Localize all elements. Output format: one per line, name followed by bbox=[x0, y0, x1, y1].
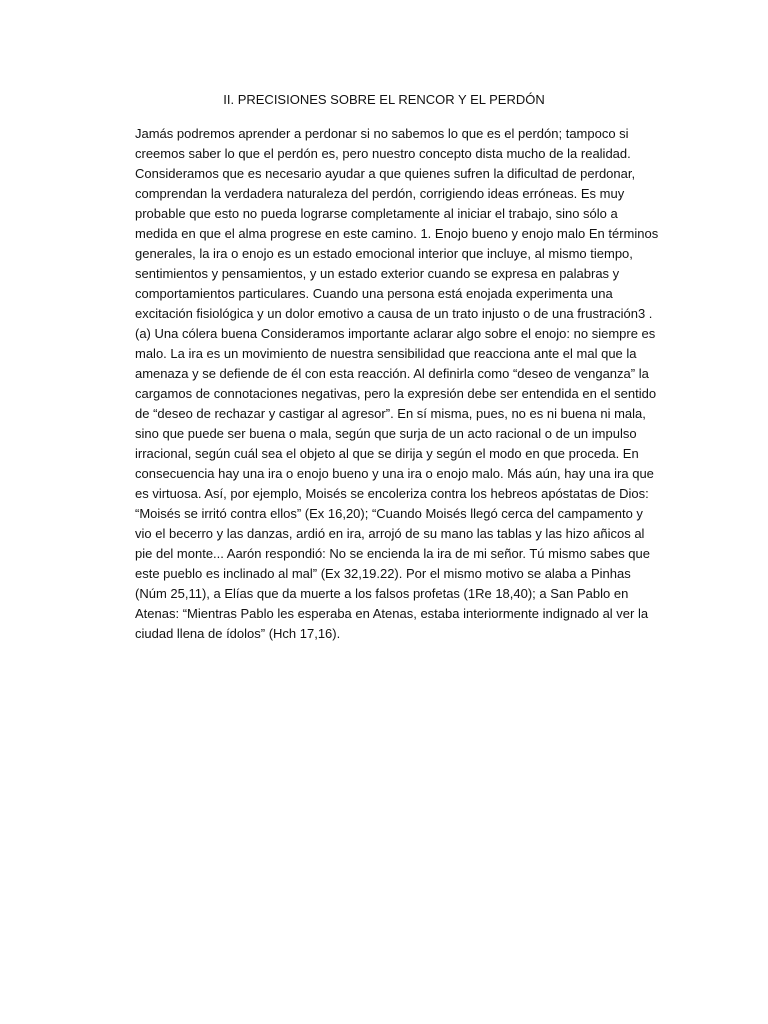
body-paragraph: Jamás podremos aprender a perdonar si no sabemos lo que es el perdón; tampoco si creemos saber lo que el perdón es, pero nuestro concepto dista mucho de la realidad. Consideramos que es necesario ayudar a que quienes sufren la dificultad de perdonar, comprendan la verdadera naturaleza del perdón, corrigiendo ideas erróneas. Es muy probable que esto no pueda lograrse completamente al iniciar el trabajo, sino sólo a medida en que el alma progrese en este camino. 1. Enojo bueno y enojo malo En términos generales, la ira o enojo es un estado emocional interior que incluye, al mismo tiempo, sentimientos y pensamientos, y un estado exterior cuando se expresa en palabras y comportamientos particulares. Cuando una persona está enojada experimenta una excitación fisiológica y un dolor emotivo a causa de un trato injusto o de una frustración3 . (a) Una cólera buena Consideramos importante aclarar algo sobre el enojo: no siempre es malo. La ira es un movimiento de nuestra sensibilidad que reacciona ante el mal que la amenaza y se defiende de él con esta reacción. Al definirla como “deseo de venganza” la cargamos de connotaciones negativas, pero la expresión debe ser entendida en el sentido de “deseo de rechazar y castigar al agresor”. En sí misma, pues, no es ni buena ni mala, sino que puede ser buena o mala, según que surja de un acto racional o de un impulso irracional, según cuál sea el objeto al que se dirija y según el modo en que proceda. En consecuencia hay una ira o enojo bueno y una ira o enojo malo. Más aún, hay una ira que es virtuosa. Así, por ejemplo, Moisés se encoleriza contra los hebreos apóstatas de Dios: “Moisés se irritó contra ellos” (Ex 16,20); “Cuando Moisés llegó cerca del campamento y vio el becerro y las danzas, ardió en ira, arrojó de su mano las tablas y las hizo añicos al pie del monte... Aarón respondió: No se encienda la ira de mi señor. Tú mismo sabes que este pueblo es inclinado al mal” (Ex 32,19.22). Por el mismo motivo se alaba a Pinhas (Núm 25,11), a Elías que da muerte a los falsos profetas (1Re 18,40); a San Pablo en Atenas: “Mientras Pablo les esperaba en Atenas, estaba interiormente indignado al ver la ciudad llena de ídolos” (Hch 17,16). bbox=[135, 126, 659, 641]
section-title: II. PRECISIONES SOBRE EL RENCOR Y EL PERDÓN bbox=[223, 92, 545, 107]
